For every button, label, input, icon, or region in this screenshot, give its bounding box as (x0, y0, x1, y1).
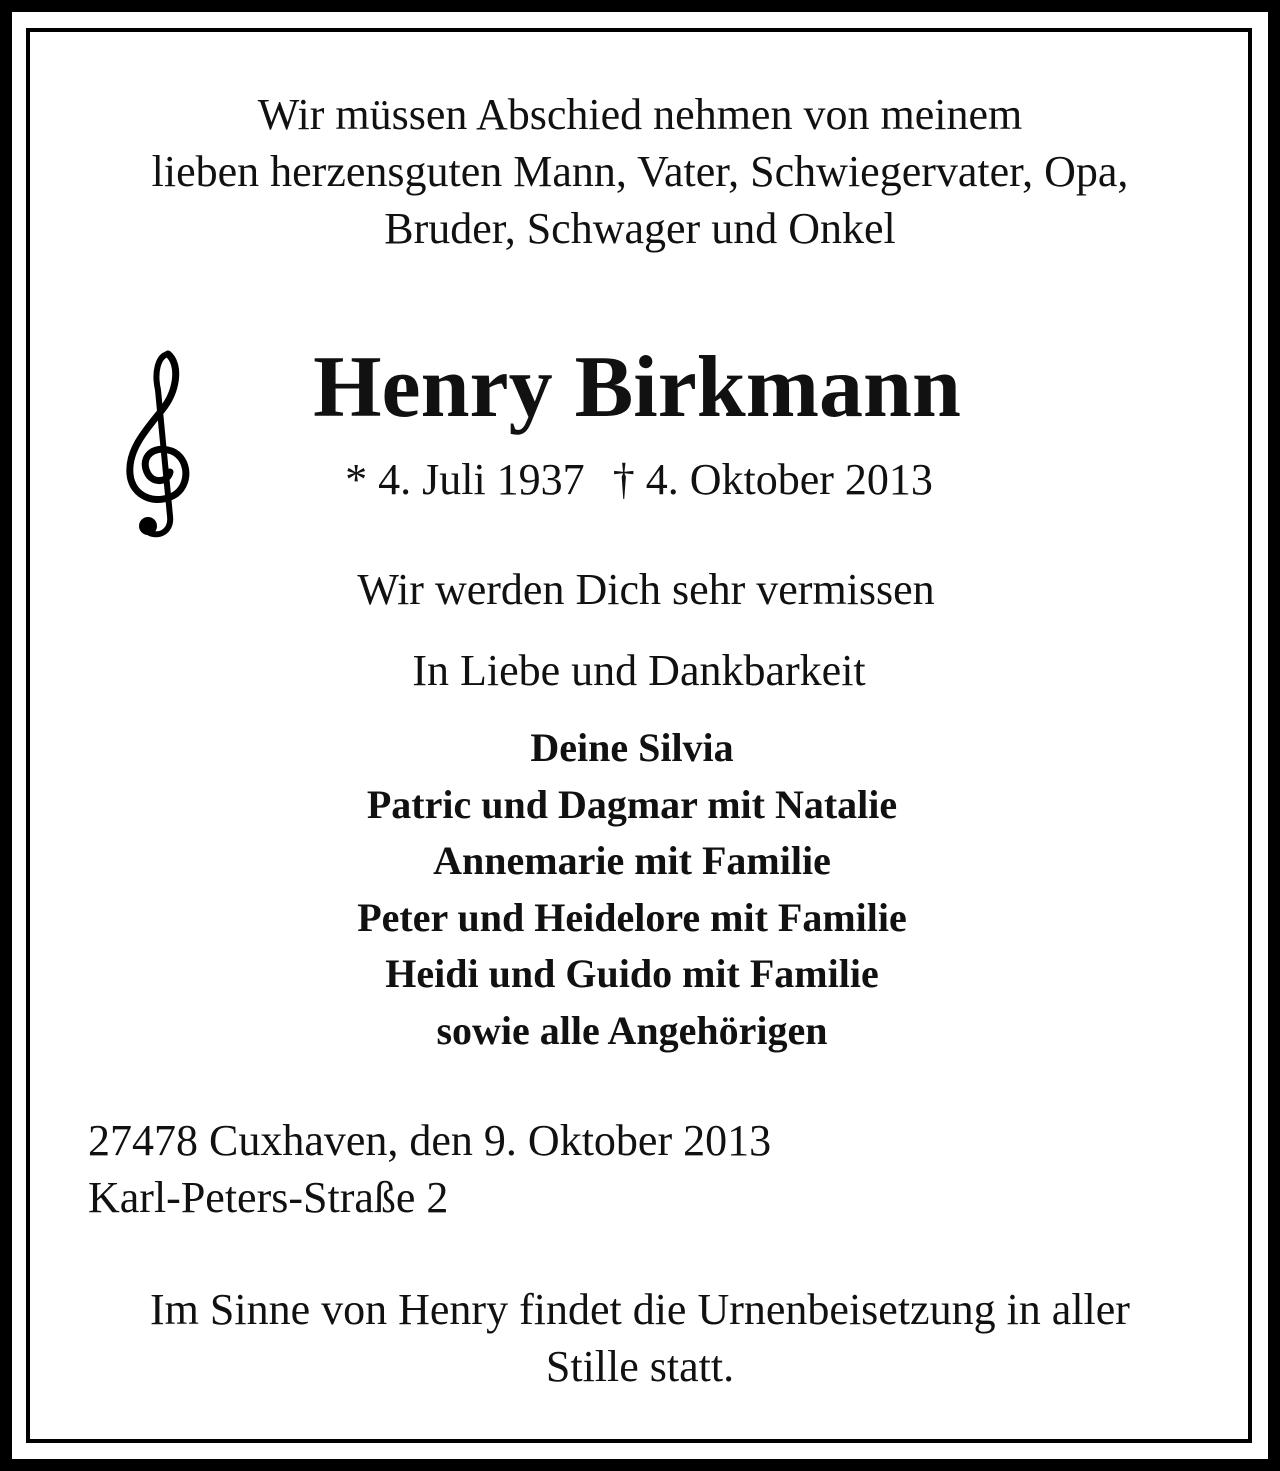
closing-note (0, 1281, 1280, 1395)
closing-line: Stille statt. (545, 1342, 735, 1391)
intro-text (0, 86, 1280, 257)
signer: Deine Silvia (530, 725, 734, 770)
closing-line: Im Sinne von Henry findet die Urnenbeisetzung in aller (150, 1285, 1130, 1334)
signer: Patric und Dagmar mit Natalie (366, 781, 898, 827)
street-address: Karl-Peters-Straße 2 (88, 1173, 449, 1222)
signer: Heidi und Guido mit Familie (385, 951, 879, 996)
signer: Peter und Heidelore mit Familie (357, 894, 907, 940)
signers-list (0, 720, 1264, 1059)
signer: Annemarie mit Familie (433, 838, 831, 883)
place-and-date: 27478 Cuxhaven, den 9. Oktober 2013 (88, 1116, 772, 1165)
life-dates (0, 452, 1278, 508)
intro-line: Wir müssen Abschied nehmen von meinem (257, 90, 1023, 139)
intro-line: lieben herzensguten Mann, Vater, Schwiegervater, Opa, (151, 147, 1129, 196)
miss-line: Wir werden Dich sehr vermissen (357, 565, 935, 614)
birth-date: * 4. Juli 1937 (345, 455, 585, 504)
deceased-name: Henry Birkmann (313, 339, 961, 436)
death-date: † 4. Oktober 2013 (612, 455, 933, 504)
love-line: In Liebe und Dankbarkeit (412, 646, 866, 695)
signer: sowie alle Angehörigen (436, 1007, 828, 1053)
address-block (88, 1112, 771, 1226)
intro-line: Bruder, Schwager und Onkel (384, 204, 896, 253)
